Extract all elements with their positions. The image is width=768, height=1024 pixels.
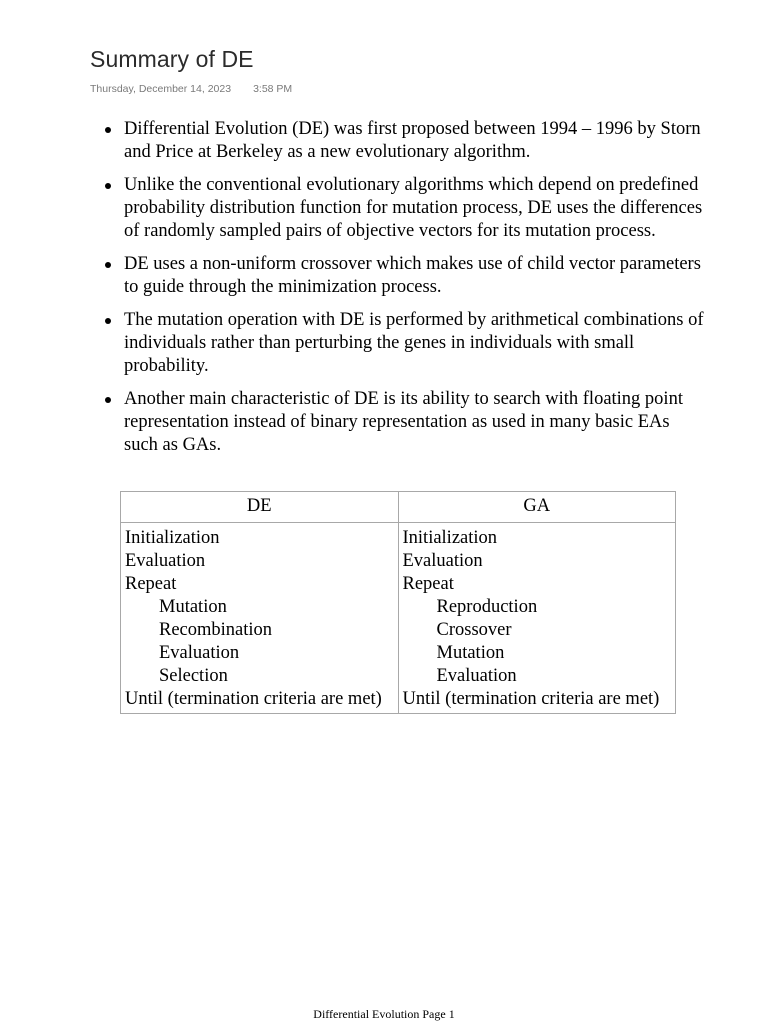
bullet-item: The mutation operation with DE is performed by arithmetical combinations of individuals rather than perturbing the genes in individuals with small probability.: [104, 309, 704, 378]
bullet-item: Unlike the conventional evolutionary algorithms which depend on predefined probability distribution function for mutation process, DE uses the differences of randomly sampled pairs of objective vectors for its mutation process.: [104, 174, 704, 243]
ga-steps-cell: [398, 523, 676, 714]
ga-step: Evaluation: [402, 551, 483, 571]
de-steps-cell: [121, 523, 399, 714]
ga-step: Initialization: [402, 528, 498, 548]
column-header-ga: GA: [398, 492, 676, 523]
table-row: [121, 523, 676, 714]
de-step: Repeat: [125, 574, 177, 594]
ga-step: Repeat: [402, 574, 454, 594]
ga-step: Evaluation: [436, 666, 517, 686]
comparison-table: [120, 491, 676, 714]
bullet-item: Differential Evolution (DE) was first proposed between 1994 – 1996 by Storn and Price at Berkeley as a new evolutionary algorithm.: [104, 118, 704, 164]
page-time: 3:58 PM: [253, 83, 293, 95]
ga-step: Until (termination criteria are met): [402, 689, 660, 709]
de-step: Until (termination criteria are met): [125, 689, 382, 709]
ga-step: Mutation: [436, 643, 505, 663]
ga-step: Reproduction: [436, 597, 538, 617]
de-step: Mutation: [159, 597, 227, 617]
de-step: Evaluation: [125, 551, 206, 571]
bullet-item: Another main characteristic of DE is its ability to search with floating point representation instead of binary representation as used in many basic EAs such as GAs.: [104, 388, 704, 457]
page-title: Summary of DE: [90, 46, 254, 72]
de-step: Initialization: [125, 528, 220, 548]
de-step: Recombination: [159, 620, 273, 640]
de-step: Evaluation: [159, 643, 240, 663]
ga-step: Crossover: [436, 620, 512, 640]
bullet-item: DE uses a non-uniform crossover which makes use of child vector parameters to guide through the minimization process.: [104, 253, 704, 299]
page-date: Thursday, December 14, 2023: [90, 83, 232, 95]
page-footer: Differential Evolution Page 1: [313, 1007, 455, 1021]
table-header-row: [121, 492, 676, 523]
column-header-de: DE: [121, 492, 399, 523]
bullet-list: [104, 118, 704, 467]
de-step: Selection: [159, 666, 228, 686]
page-timestamp: [90, 83, 292, 95]
